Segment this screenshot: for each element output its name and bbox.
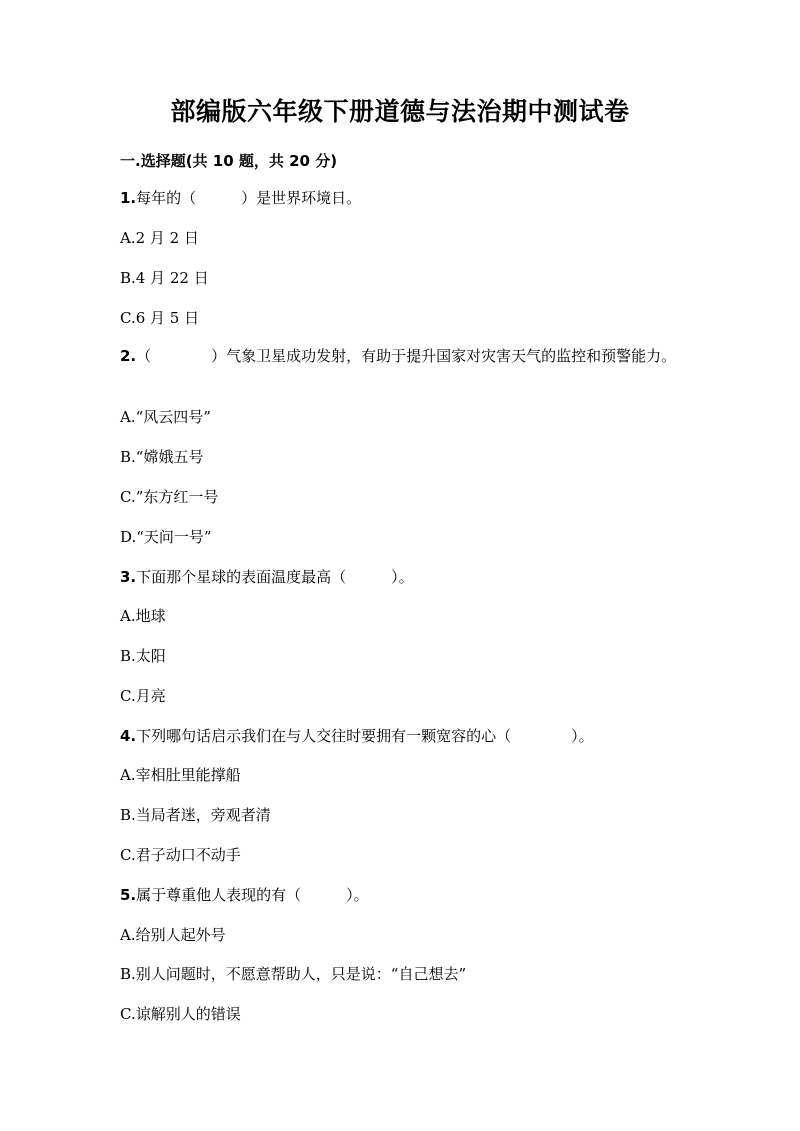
q5-option-a[interactable]: A.给别人起外号: [120, 926, 226, 944]
question-3: [120, 567, 414, 587]
q1-option-c[interactable]: C.6 月 5 日: [120, 309, 200, 327]
question-number: 5.: [120, 886, 137, 904]
q5-option-c[interactable]: C.谅解别人的错误: [120, 1005, 241, 1023]
question-4: [120, 726, 594, 746]
question-number: 1.: [120, 189, 137, 207]
q2-option-a[interactable]: A.“风云四号”: [120, 408, 211, 426]
q3-option-a[interactable]: A.地球: [120, 607, 166, 625]
question-5: [120, 885, 369, 905]
q1-option-b[interactable]: B.4 月 22 日: [120, 269, 209, 287]
question-number: 4.: [120, 727, 137, 745]
question-number: 2.: [120, 347, 137, 365]
question-1: [120, 188, 361, 208]
q3-option-b[interactable]: B.太阳: [120, 647, 166, 665]
q1-option-a[interactable]: A.2 月 2 日: [120, 229, 199, 247]
q4-option-c[interactable]: C.君子动口不动手: [120, 846, 241, 864]
section-header: 一.选择题(共 10 题，共 20 分): [120, 152, 338, 170]
question-number: 3.: [120, 568, 137, 586]
q2-option-b[interactable]: B.“嫦娥五号: [120, 448, 204, 466]
question-text: （ ）气象卫星成功发射，有助于提升国家对灾害天气的监控和预警能力。: [136, 347, 677, 365]
q2-option-c[interactable]: C.”东方红一号: [120, 488, 219, 506]
q5-option-b[interactable]: B.别人问题时，不愿意帮助人，只是说：“自己想去”: [120, 965, 467, 983]
question-text: 下面那个星球的表面温度最高（ ）。: [136, 568, 414, 586]
question-2: [120, 345, 680, 368]
exam-title: 部编版六年级下册道德与法治期中测试卷: [170, 97, 630, 126]
question-text: 下列哪句话启示我们在与人交往时要拥有一颗宽容的心（ ）。: [136, 727, 594, 745]
q2-option-d[interactable]: D.“天问一号”: [120, 528, 212, 546]
question-text: 每年的（ ）是世界环境日。: [136, 189, 362, 207]
q4-option-a[interactable]: A.宰相肚里能撑船: [120, 766, 241, 784]
q4-option-b[interactable]: B.当局者迷，旁观者清: [120, 806, 271, 824]
question-text: 属于尊重他人表现的有（ ）。: [136, 886, 369, 904]
q3-option-c[interactable]: C.月亮: [120, 687, 166, 705]
